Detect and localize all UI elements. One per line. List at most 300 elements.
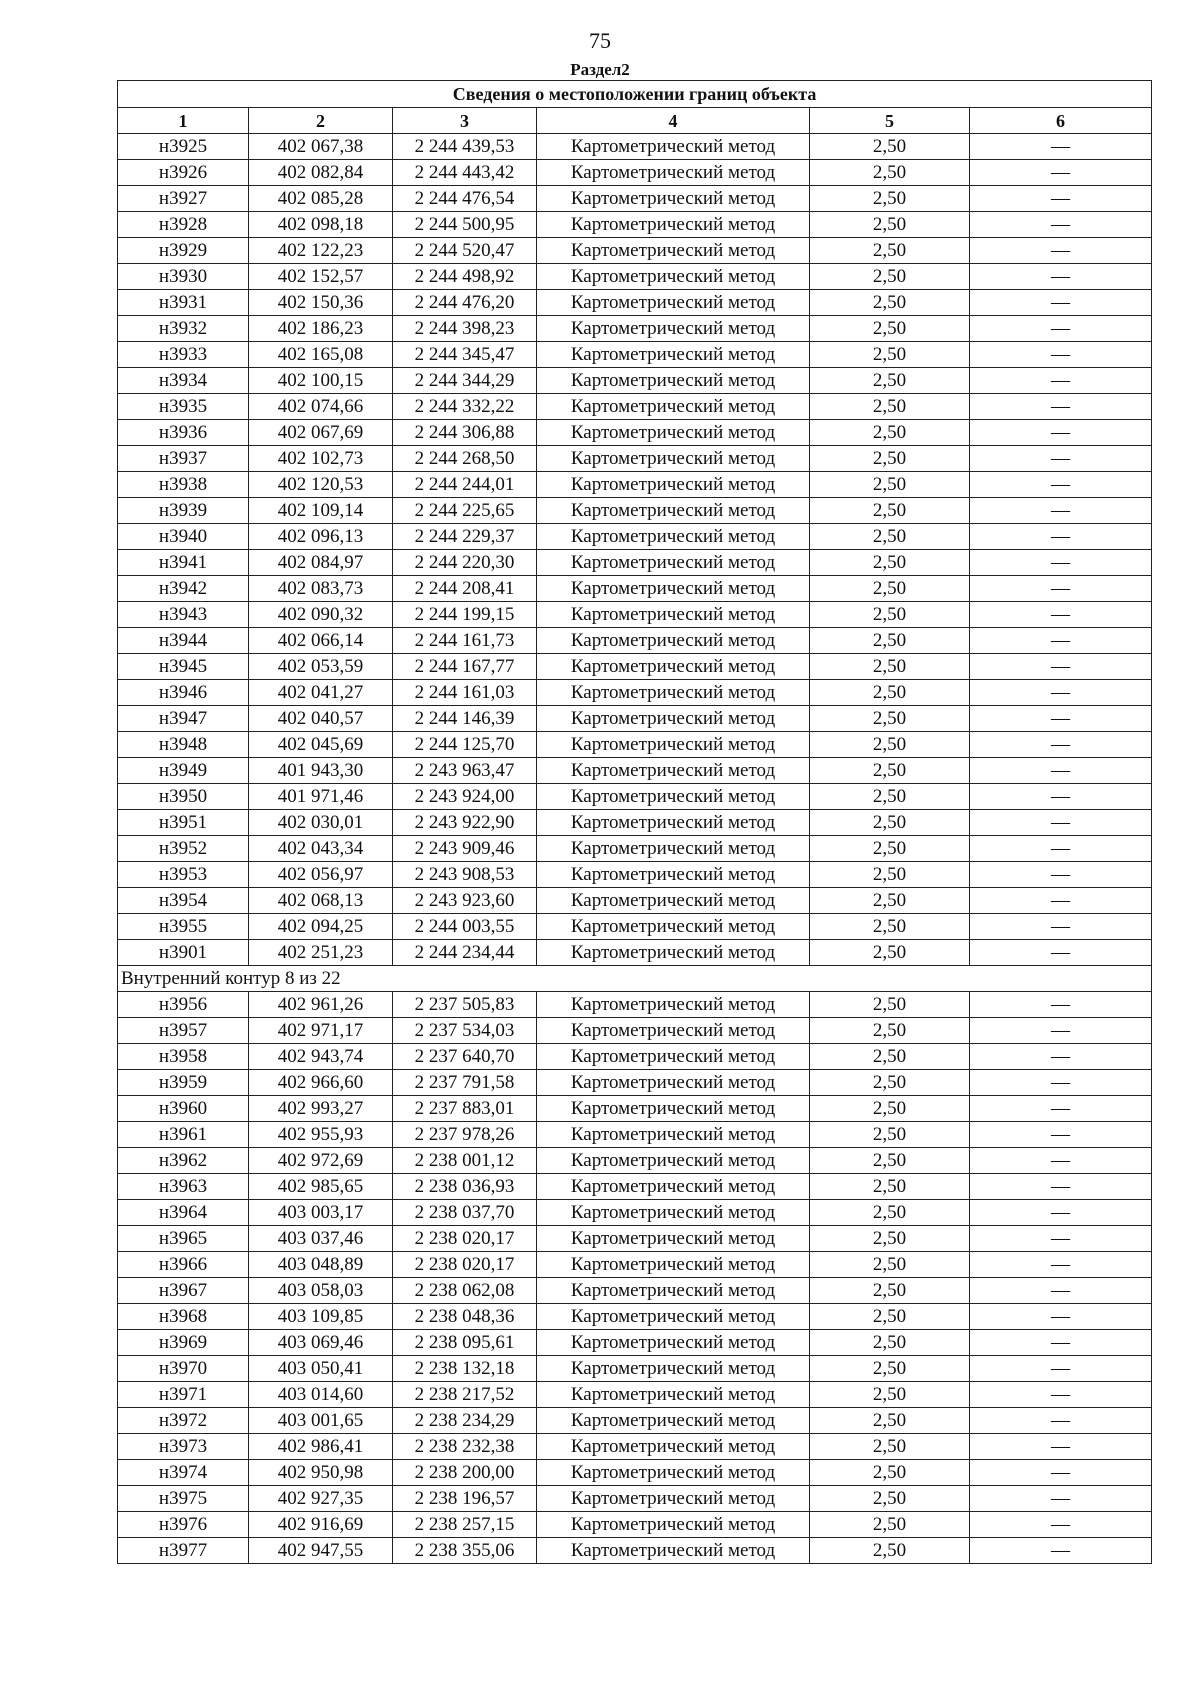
point-id-cell: н3930 [118, 264, 249, 290]
accuracy-cell: 2,50 [810, 212, 970, 238]
description-cell: — [970, 1252, 1152, 1278]
table-row [118, 758, 1152, 784]
table-row [118, 654, 1152, 680]
point-id-cell: н3940 [118, 524, 249, 550]
accuracy-cell: 2,50 [810, 836, 970, 862]
table-row [118, 1460, 1152, 1486]
method-cell: Картометрический метод [537, 134, 810, 160]
x-coordinate-cell: 402 066,14 [249, 628, 393, 654]
description-cell: — [970, 1070, 1152, 1096]
point-id-cell: н3958 [118, 1044, 249, 1070]
description-cell: — [970, 160, 1152, 186]
x-coordinate-cell: 402 152,57 [249, 264, 393, 290]
point-id-cell: н3972 [118, 1408, 249, 1434]
table-row [118, 212, 1152, 238]
description-cell: — [970, 1512, 1152, 1538]
y-coordinate-cell: 2 238 001,12 [393, 1148, 537, 1174]
y-coordinate-cell: 2 244 476,20 [393, 290, 537, 316]
x-coordinate-cell: 402 082,84 [249, 160, 393, 186]
y-coordinate-cell: 2 244 244,01 [393, 472, 537, 498]
method-cell: Картометрический метод [537, 524, 810, 550]
description-cell: — [970, 134, 1152, 160]
y-coordinate-cell: 2 244 520,47 [393, 238, 537, 264]
y-coordinate-cell: 2 244 498,92 [393, 264, 537, 290]
accuracy-cell: 2,50 [810, 706, 970, 732]
accuracy-cell: 2,50 [810, 368, 970, 394]
x-coordinate-cell: 402 074,66 [249, 394, 393, 420]
x-coordinate-cell: 402 950,98 [249, 1460, 393, 1486]
accuracy-cell: 2,50 [810, 940, 970, 966]
table-row [118, 836, 1152, 862]
description-cell: — [970, 1460, 1152, 1486]
point-id-cell: н3945 [118, 654, 249, 680]
table-row [118, 1122, 1152, 1148]
y-coordinate-cell: 2 238 355,06 [393, 1538, 537, 1564]
x-coordinate-cell: 402 068,13 [249, 888, 393, 914]
column-header-2: 2 [249, 108, 393, 134]
accuracy-cell: 2,50 [810, 1512, 970, 1538]
point-id-cell: н3950 [118, 784, 249, 810]
accuracy-cell: 2,50 [810, 1226, 970, 1252]
table-row [118, 810, 1152, 836]
y-coordinate-cell: 2 237 791,58 [393, 1070, 537, 1096]
accuracy-cell: 2,50 [810, 1044, 970, 1070]
table-row [118, 1148, 1152, 1174]
table-row [118, 1200, 1152, 1226]
method-cell: Картометрический метод [537, 992, 810, 1018]
accuracy-cell: 2,50 [810, 420, 970, 446]
point-id-cell: н3944 [118, 628, 249, 654]
table-row [118, 1044, 1152, 1070]
point-id-cell: н3954 [118, 888, 249, 914]
point-id-cell: н3967 [118, 1278, 249, 1304]
accuracy-cell: 2,50 [810, 1486, 970, 1512]
accuracy-cell: 2,50 [810, 992, 970, 1018]
y-coordinate-cell: 2 238 036,93 [393, 1174, 537, 1200]
accuracy-cell: 2,50 [810, 264, 970, 290]
table-row [118, 394, 1152, 420]
method-cell: Картометрический метод [537, 706, 810, 732]
point-id-cell: н3933 [118, 342, 249, 368]
description-cell: — [970, 472, 1152, 498]
accuracy-cell: 2,50 [810, 1096, 970, 1122]
method-cell: Картометрический метод [537, 810, 810, 836]
table-row [118, 264, 1152, 290]
x-coordinate-cell: 402 972,69 [249, 1148, 393, 1174]
y-coordinate-cell: 2 244 199,15 [393, 602, 537, 628]
point-id-cell: н3949 [118, 758, 249, 784]
description-cell: — [970, 342, 1152, 368]
page-number: 75 [589, 28, 611, 53]
y-coordinate-cell: 2 238 020,17 [393, 1226, 537, 1252]
table-row [118, 1096, 1152, 1122]
y-coordinate-cell: 2 244 225,65 [393, 498, 537, 524]
accuracy-cell: 2,50 [810, 602, 970, 628]
accuracy-cell: 2,50 [810, 1148, 970, 1174]
method-cell: Картометрический метод [537, 1018, 810, 1044]
table-row [118, 940, 1152, 966]
x-coordinate-cell: 402 056,97 [249, 862, 393, 888]
column-header-1: 1 [118, 108, 249, 134]
accuracy-cell: 2,50 [810, 1070, 970, 1096]
method-cell: Картометрический метод [537, 1356, 810, 1382]
accuracy-cell: 2,50 [810, 914, 970, 940]
method-cell: Картометрический метод [537, 264, 810, 290]
table-body [118, 134, 1152, 1564]
method-cell: Картометрический метод [537, 498, 810, 524]
description-cell: — [970, 1434, 1152, 1460]
x-coordinate-cell: 402 094,25 [249, 914, 393, 940]
method-cell: Картометрический метод [537, 732, 810, 758]
x-coordinate-cell: 403 001,65 [249, 1408, 393, 1434]
x-coordinate-cell: 402 986,41 [249, 1434, 393, 1460]
point-id-cell: н3974 [118, 1460, 249, 1486]
description-cell: — [970, 732, 1152, 758]
point-id-cell: н3970 [118, 1356, 249, 1382]
accuracy-cell: 2,50 [810, 1382, 970, 1408]
accuracy-cell: 2,50 [810, 888, 970, 914]
x-coordinate-cell: 402 067,38 [249, 134, 393, 160]
accuracy-cell: 2,50 [810, 550, 970, 576]
point-id-cell: н3966 [118, 1252, 249, 1278]
table-row [118, 498, 1152, 524]
y-coordinate-cell: 2 237 640,70 [393, 1044, 537, 1070]
table-row [118, 1070, 1152, 1096]
description-cell: — [970, 212, 1152, 238]
description-cell: — [970, 576, 1152, 602]
point-id-cell: н3925 [118, 134, 249, 160]
y-coordinate-cell: 2 238 196,57 [393, 1486, 537, 1512]
point-id-cell: н3961 [118, 1122, 249, 1148]
description-cell: — [970, 238, 1152, 264]
accuracy-cell: 2,50 [810, 1018, 970, 1044]
y-coordinate-cell: 2 243 909,46 [393, 836, 537, 862]
x-coordinate-cell: 402 916,69 [249, 1512, 393, 1538]
description-cell: — [970, 602, 1152, 628]
accuracy-cell: 2,50 [810, 238, 970, 264]
method-cell: Картометрический метод [537, 1044, 810, 1070]
y-coordinate-cell: 2 238 048,36 [393, 1304, 537, 1330]
y-coordinate-cell: 2 238 095,61 [393, 1330, 537, 1356]
x-coordinate-cell: 402 053,59 [249, 654, 393, 680]
x-coordinate-cell: 402 043,34 [249, 836, 393, 862]
point-id-cell: н3976 [118, 1512, 249, 1538]
accuracy-cell: 2,50 [810, 1122, 970, 1148]
x-coordinate-cell: 402 186,23 [249, 316, 393, 342]
point-id-cell: н3952 [118, 836, 249, 862]
description-cell: — [970, 862, 1152, 888]
point-id-cell: н3926 [118, 160, 249, 186]
accuracy-cell: 2,50 [810, 1330, 970, 1356]
description-cell: — [970, 1382, 1152, 1408]
y-coordinate-cell: 2 238 200,00 [393, 1460, 537, 1486]
point-id-cell: н3955 [118, 914, 249, 940]
point-id-cell: н3975 [118, 1486, 249, 1512]
contour-heading-row [118, 966, 1152, 992]
x-coordinate-cell: 403 058,03 [249, 1278, 393, 1304]
table-row [118, 862, 1152, 888]
method-cell: Картометрический метод [537, 1070, 810, 1096]
method-cell: Картометрический метод [537, 1512, 810, 1538]
point-id-cell: н3938 [118, 472, 249, 498]
description-cell: — [970, 1486, 1152, 1512]
description-cell: — [970, 1356, 1152, 1382]
y-coordinate-cell: 2 244 146,39 [393, 706, 537, 732]
table-row [118, 602, 1152, 628]
x-coordinate-cell: 402 067,69 [249, 420, 393, 446]
x-coordinate-cell: 403 069,46 [249, 1330, 393, 1356]
table-row [118, 1252, 1152, 1278]
accuracy-cell: 2,50 [810, 1200, 970, 1226]
x-coordinate-cell: 402 251,23 [249, 940, 393, 966]
column-header-3: 3 [393, 108, 537, 134]
accuracy-cell: 2,50 [810, 472, 970, 498]
y-coordinate-cell: 2 244 268,50 [393, 446, 537, 472]
table-row [118, 472, 1152, 498]
x-coordinate-cell: 402 165,08 [249, 342, 393, 368]
accuracy-cell: 2,50 [810, 1252, 970, 1278]
description-cell: — [970, 498, 1152, 524]
method-cell: Картометрический метод [537, 160, 810, 186]
method-cell: Картометрический метод [537, 316, 810, 342]
y-coordinate-cell: 2 244 229,37 [393, 524, 537, 550]
x-coordinate-cell: 402 041,27 [249, 680, 393, 706]
description-cell: — [970, 914, 1152, 940]
table-row [118, 420, 1152, 446]
method-cell: Картометрический метод [537, 758, 810, 784]
y-coordinate-cell: 2 244 125,70 [393, 732, 537, 758]
method-cell: Картометрический метод [537, 1538, 810, 1564]
section-title: Раздел2 [570, 60, 630, 79]
y-coordinate-cell: 2 244 443,42 [393, 160, 537, 186]
table-row [118, 628, 1152, 654]
description-cell: — [970, 1408, 1152, 1434]
point-id-cell: н3973 [118, 1434, 249, 1460]
description-cell: — [970, 1278, 1152, 1304]
point-id-cell: н3964 [118, 1200, 249, 1226]
table-row [118, 1226, 1152, 1252]
x-coordinate-cell: 402 090,32 [249, 602, 393, 628]
table-row [118, 368, 1152, 394]
x-coordinate-cell: 403 109,85 [249, 1304, 393, 1330]
column-header-row [118, 108, 1152, 134]
column-header-6: 6 [970, 108, 1152, 134]
description-cell: — [970, 1044, 1152, 1070]
method-cell: Картометрический метод [537, 1174, 810, 1200]
boundary-coordinates-table [117, 80, 1152, 1564]
method-cell: Картометрический метод [537, 784, 810, 810]
y-coordinate-cell: 2 237 883,01 [393, 1096, 537, 1122]
y-coordinate-cell: 2 238 062,08 [393, 1278, 537, 1304]
x-coordinate-cell: 402 150,36 [249, 290, 393, 316]
table-row [118, 1382, 1152, 1408]
accuracy-cell: 2,50 [810, 758, 970, 784]
x-coordinate-cell: 402 993,27 [249, 1096, 393, 1122]
description-cell: — [970, 1174, 1152, 1200]
method-cell: Картометрический метод [537, 1382, 810, 1408]
contour-label: Внутренний контур 8 из 22 [118, 966, 1152, 992]
table-row [118, 550, 1152, 576]
method-cell: Картометрический метод [537, 836, 810, 862]
table-row [118, 1408, 1152, 1434]
y-coordinate-cell: 2 244 332,22 [393, 394, 537, 420]
table-row [118, 316, 1152, 342]
x-coordinate-cell: 402 102,73 [249, 446, 393, 472]
table-row [118, 134, 1152, 160]
x-coordinate-cell: 402 985,65 [249, 1174, 393, 1200]
accuracy-cell: 2,50 [810, 576, 970, 602]
table-row [118, 1330, 1152, 1356]
description-cell: — [970, 1096, 1152, 1122]
description-cell: — [970, 394, 1152, 420]
method-cell: Картометрический метод [537, 680, 810, 706]
description-cell: — [970, 888, 1152, 914]
table-row [118, 1486, 1152, 1512]
x-coordinate-cell: 402 085,28 [249, 186, 393, 212]
description-cell: — [970, 940, 1152, 966]
description-cell: — [970, 446, 1152, 472]
x-coordinate-cell: 402 947,55 [249, 1538, 393, 1564]
x-coordinate-cell: 402 084,97 [249, 550, 393, 576]
point-id-cell: н3937 [118, 446, 249, 472]
description-cell: — [970, 1200, 1152, 1226]
table-row [118, 290, 1152, 316]
point-id-cell: н3977 [118, 1538, 249, 1564]
y-coordinate-cell: 2 244 161,73 [393, 628, 537, 654]
method-cell: Картометрический метод [537, 1252, 810, 1278]
method-cell: Картометрический метод [537, 420, 810, 446]
method-cell: Картометрический метод [537, 212, 810, 238]
method-cell: Картометрический метод [537, 914, 810, 940]
table-row [118, 680, 1152, 706]
accuracy-cell: 2,50 [810, 1174, 970, 1200]
table-row [118, 524, 1152, 550]
accuracy-cell: 2,50 [810, 862, 970, 888]
y-coordinate-cell: 2 244 234,44 [393, 940, 537, 966]
description-cell: — [970, 758, 1152, 784]
table-row [118, 1174, 1152, 1200]
y-coordinate-cell: 2 238 020,17 [393, 1252, 537, 1278]
description-cell: — [970, 628, 1152, 654]
accuracy-cell: 2,50 [810, 1460, 970, 1486]
accuracy-cell: 2,50 [810, 524, 970, 550]
description-cell: — [970, 810, 1152, 836]
table-row [118, 576, 1152, 602]
method-cell: Картометрический метод [537, 940, 810, 966]
method-cell: Картометрический метод [537, 602, 810, 628]
table-row [118, 446, 1152, 472]
method-cell: Картометрический метод [537, 1434, 810, 1460]
accuracy-cell: 2,50 [810, 1304, 970, 1330]
accuracy-cell: 2,50 [810, 394, 970, 420]
x-coordinate-cell: 402 096,13 [249, 524, 393, 550]
table-row [118, 706, 1152, 732]
description-cell: — [970, 420, 1152, 446]
x-coordinate-cell: 402 122,23 [249, 238, 393, 264]
point-id-cell: н3935 [118, 394, 249, 420]
y-coordinate-cell: 2 244 220,30 [393, 550, 537, 576]
y-coordinate-cell: 2 243 908,53 [393, 862, 537, 888]
point-id-cell: н3963 [118, 1174, 249, 1200]
x-coordinate-cell: 402 943,74 [249, 1044, 393, 1070]
accuracy-cell: 2,50 [810, 810, 970, 836]
table-row [118, 342, 1152, 368]
method-cell: Картометрический метод [537, 1122, 810, 1148]
method-cell: Картометрический метод [537, 186, 810, 212]
table-row [118, 1512, 1152, 1538]
y-coordinate-cell: 2 244 306,88 [393, 420, 537, 446]
point-id-cell: н3971 [118, 1382, 249, 1408]
table-row [118, 732, 1152, 758]
y-coordinate-cell: 2 237 534,03 [393, 1018, 537, 1044]
y-coordinate-cell: 2 238 257,15 [393, 1512, 537, 1538]
x-coordinate-cell: 403 037,46 [249, 1226, 393, 1252]
description-cell: — [970, 290, 1152, 316]
description-cell: — [970, 264, 1152, 290]
description-cell: — [970, 524, 1152, 550]
method-cell: Картометрический метод [537, 1096, 810, 1122]
table-row [118, 1538, 1152, 1564]
y-coordinate-cell: 2 237 505,83 [393, 992, 537, 1018]
x-coordinate-cell: 403 014,60 [249, 1382, 393, 1408]
x-coordinate-cell: 402 098,18 [249, 212, 393, 238]
point-id-cell: н3931 [118, 290, 249, 316]
y-coordinate-cell: 2 244 161,03 [393, 680, 537, 706]
table-row [118, 1018, 1152, 1044]
y-coordinate-cell: 2 244 398,23 [393, 316, 537, 342]
description-cell: — [970, 550, 1152, 576]
point-id-cell: н3951 [118, 810, 249, 836]
table-row [118, 1304, 1152, 1330]
method-cell: Картометрический метод [537, 238, 810, 264]
method-cell: Картометрический метод [537, 550, 810, 576]
description-cell: — [970, 1148, 1152, 1174]
method-cell: Картометрический метод [537, 1486, 810, 1512]
point-id-cell: н3948 [118, 732, 249, 758]
table-row [118, 1434, 1152, 1460]
y-coordinate-cell: 2 244 345,47 [393, 342, 537, 368]
x-coordinate-cell: 402 083,73 [249, 576, 393, 602]
accuracy-cell: 2,50 [810, 290, 970, 316]
point-id-cell: н3965 [118, 1226, 249, 1252]
x-coordinate-cell: 402 100,15 [249, 368, 393, 394]
x-coordinate-cell: 402 040,57 [249, 706, 393, 732]
accuracy-cell: 2,50 [810, 1278, 970, 1304]
point-id-cell: н3941 [118, 550, 249, 576]
y-coordinate-cell: 2 244 003,55 [393, 914, 537, 940]
x-coordinate-cell: 401 971,46 [249, 784, 393, 810]
point-id-cell: н3953 [118, 862, 249, 888]
method-cell: Картометрический метод [537, 1278, 810, 1304]
accuracy-cell: 2,50 [810, 134, 970, 160]
x-coordinate-cell: 402 120,53 [249, 472, 393, 498]
y-coordinate-cell: 2 243 924,00 [393, 784, 537, 810]
accuracy-cell: 2,50 [810, 342, 970, 368]
y-coordinate-cell: 2 243 963,47 [393, 758, 537, 784]
accuracy-cell: 2,50 [810, 628, 970, 654]
description-cell: — [970, 836, 1152, 862]
column-header-5: 5 [810, 108, 970, 134]
point-id-cell: н3959 [118, 1070, 249, 1096]
table-row [118, 888, 1152, 914]
accuracy-cell: 2,50 [810, 160, 970, 186]
point-id-cell: н3939 [118, 498, 249, 524]
accuracy-cell: 2,50 [810, 446, 970, 472]
description-cell: — [970, 1330, 1152, 1356]
accuracy-cell: 2,50 [810, 654, 970, 680]
method-cell: Картометрический метод [537, 1408, 810, 1434]
y-coordinate-cell: 2 244 500,95 [393, 212, 537, 238]
